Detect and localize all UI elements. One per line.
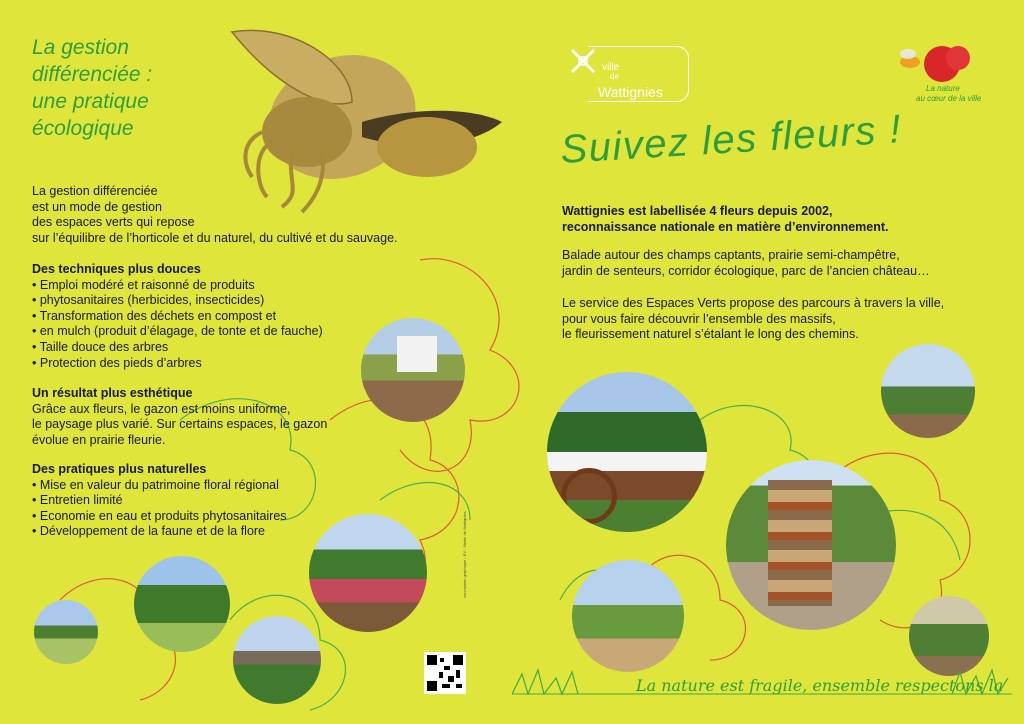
left-title-line: écologique	[32, 117, 134, 140]
intro-line: des espaces verts qui repose	[32, 215, 195, 230]
paragraph-line: reconnaissance nationale en matière d’environnement.	[562, 219, 889, 234]
section-esthetique	[32, 386, 327, 448]
windmill-shape	[397, 336, 437, 372]
list-item-text: en mulch (produit d’élagage, de tonte et de fauche)	[39, 324, 323, 339]
list-item-text: phytosanitaires (herbicides, insecticides)	[39, 293, 265, 308]
logo-de-text: de	[610, 72, 619, 81]
photo-circle-park-trees	[134, 556, 230, 652]
poppy-bee-icon	[890, 40, 980, 84]
photo-circle-path	[572, 560, 684, 672]
photo-circle-windmill	[881, 344, 975, 438]
list-item-continuation	[32, 293, 323, 309]
design-credit: conception graphique : EV - Mairie de Wattignies	[462, 511, 467, 598]
logo-ville-wattignies	[566, 42, 692, 104]
photo-circle-windmill-garden	[361, 318, 465, 422]
label-paragraph	[562, 204, 889, 235]
cart-wheel-shape	[561, 468, 617, 524]
logo-nature-line1: La nature	[926, 84, 960, 93]
insect-hotel-shape	[768, 480, 832, 606]
paragraph-line: pour vous faire découvrir l’ensemble des massifs,	[562, 311, 836, 326]
qr-code-icon	[424, 652, 466, 694]
photo-circle-flower-bed	[309, 514, 427, 632]
paragraph-line: jardin de senteurs, corridor écologique, parc de l’ancien château…	[562, 263, 930, 278]
intro-line: sur l’équilibre de l’horticole et du naturel, du cultivé et du sauvage.	[32, 230, 398, 245]
intro-line: La gestion différenciée	[32, 184, 158, 198]
list-item: • Emploi modéré et raisonné de produits	[32, 278, 323, 294]
logo-nature	[890, 40, 994, 104]
list-item: • Economie en eau et produits phytosanitaires	[32, 509, 287, 525]
photo-circle-meadow	[34, 600, 98, 664]
list-item-continuation	[32, 324, 323, 340]
section-line: le paysage plus varié. Sur certains espaces, le gazon	[32, 417, 328, 432]
intro-paragraph	[32, 184, 398, 246]
section-line: évolue en prairie fleurie.	[32, 432, 166, 447]
list-item: • Entretien limité	[32, 493, 287, 509]
left-title-line: une pratique	[32, 90, 149, 113]
photo-circle-flower-cart	[547, 372, 707, 532]
list-item: • Protection des pieds d’arbres	[32, 356, 323, 372]
left-title-line: La gestion	[32, 36, 129, 59]
section-heading: Des techniques plus douces	[32, 262, 201, 276]
balade-paragraph	[562, 248, 930, 279]
photo-circle-houses	[233, 616, 321, 704]
photo-circle-insect-hotel	[726, 460, 896, 630]
list-item: • Mise en valeur du patrimoine floral régional	[32, 478, 287, 494]
section-line: Grâce aux fleurs, le gazon est moins uniforme,	[32, 401, 291, 416]
intro-line: est un mode de gestion	[32, 199, 162, 214]
paragraph-line: le fleurissement naturel s’étalant le long des chemins.	[562, 327, 859, 342]
service-paragraph	[562, 296, 944, 343]
left-title	[32, 34, 152, 142]
list-item: • Développement de la faune et de la flore	[32, 524, 287, 540]
paragraph-line: Le service des Espaces Verts propose des parcours à travers la ville,	[562, 296, 945, 310]
section-techniques	[32, 262, 323, 371]
logo-nature-line2: au cœur de la ville	[916, 94, 982, 103]
section-heading: Un résultat plus esthétique	[32, 386, 193, 400]
left-title-line: différenciée :	[32, 63, 153, 86]
logo-ville-text: ville	[602, 62, 620, 73]
headline: Suivez les fleurs !	[559, 107, 904, 173]
list-item: • Taille douce des arbres	[32, 340, 323, 356]
qr-code[interactable]	[424, 652, 466, 694]
paragraph-line: Balade autour des champs captants, prairie semi-champêtre,	[562, 248, 900, 262]
paragraph-line: Wattignies est labellisée 4 fleurs depuis 2002,	[562, 204, 833, 218]
slogan: La nature est fragile, ensemble respectons la	[636, 676, 1004, 695]
section-pratiques	[32, 462, 287, 540]
list-item: • Transformation des déchets en compost et	[32, 309, 323, 325]
section-heading: Des pratiques plus naturelles	[32, 462, 207, 476]
logo-name-text: Wattignies	[598, 84, 663, 100]
